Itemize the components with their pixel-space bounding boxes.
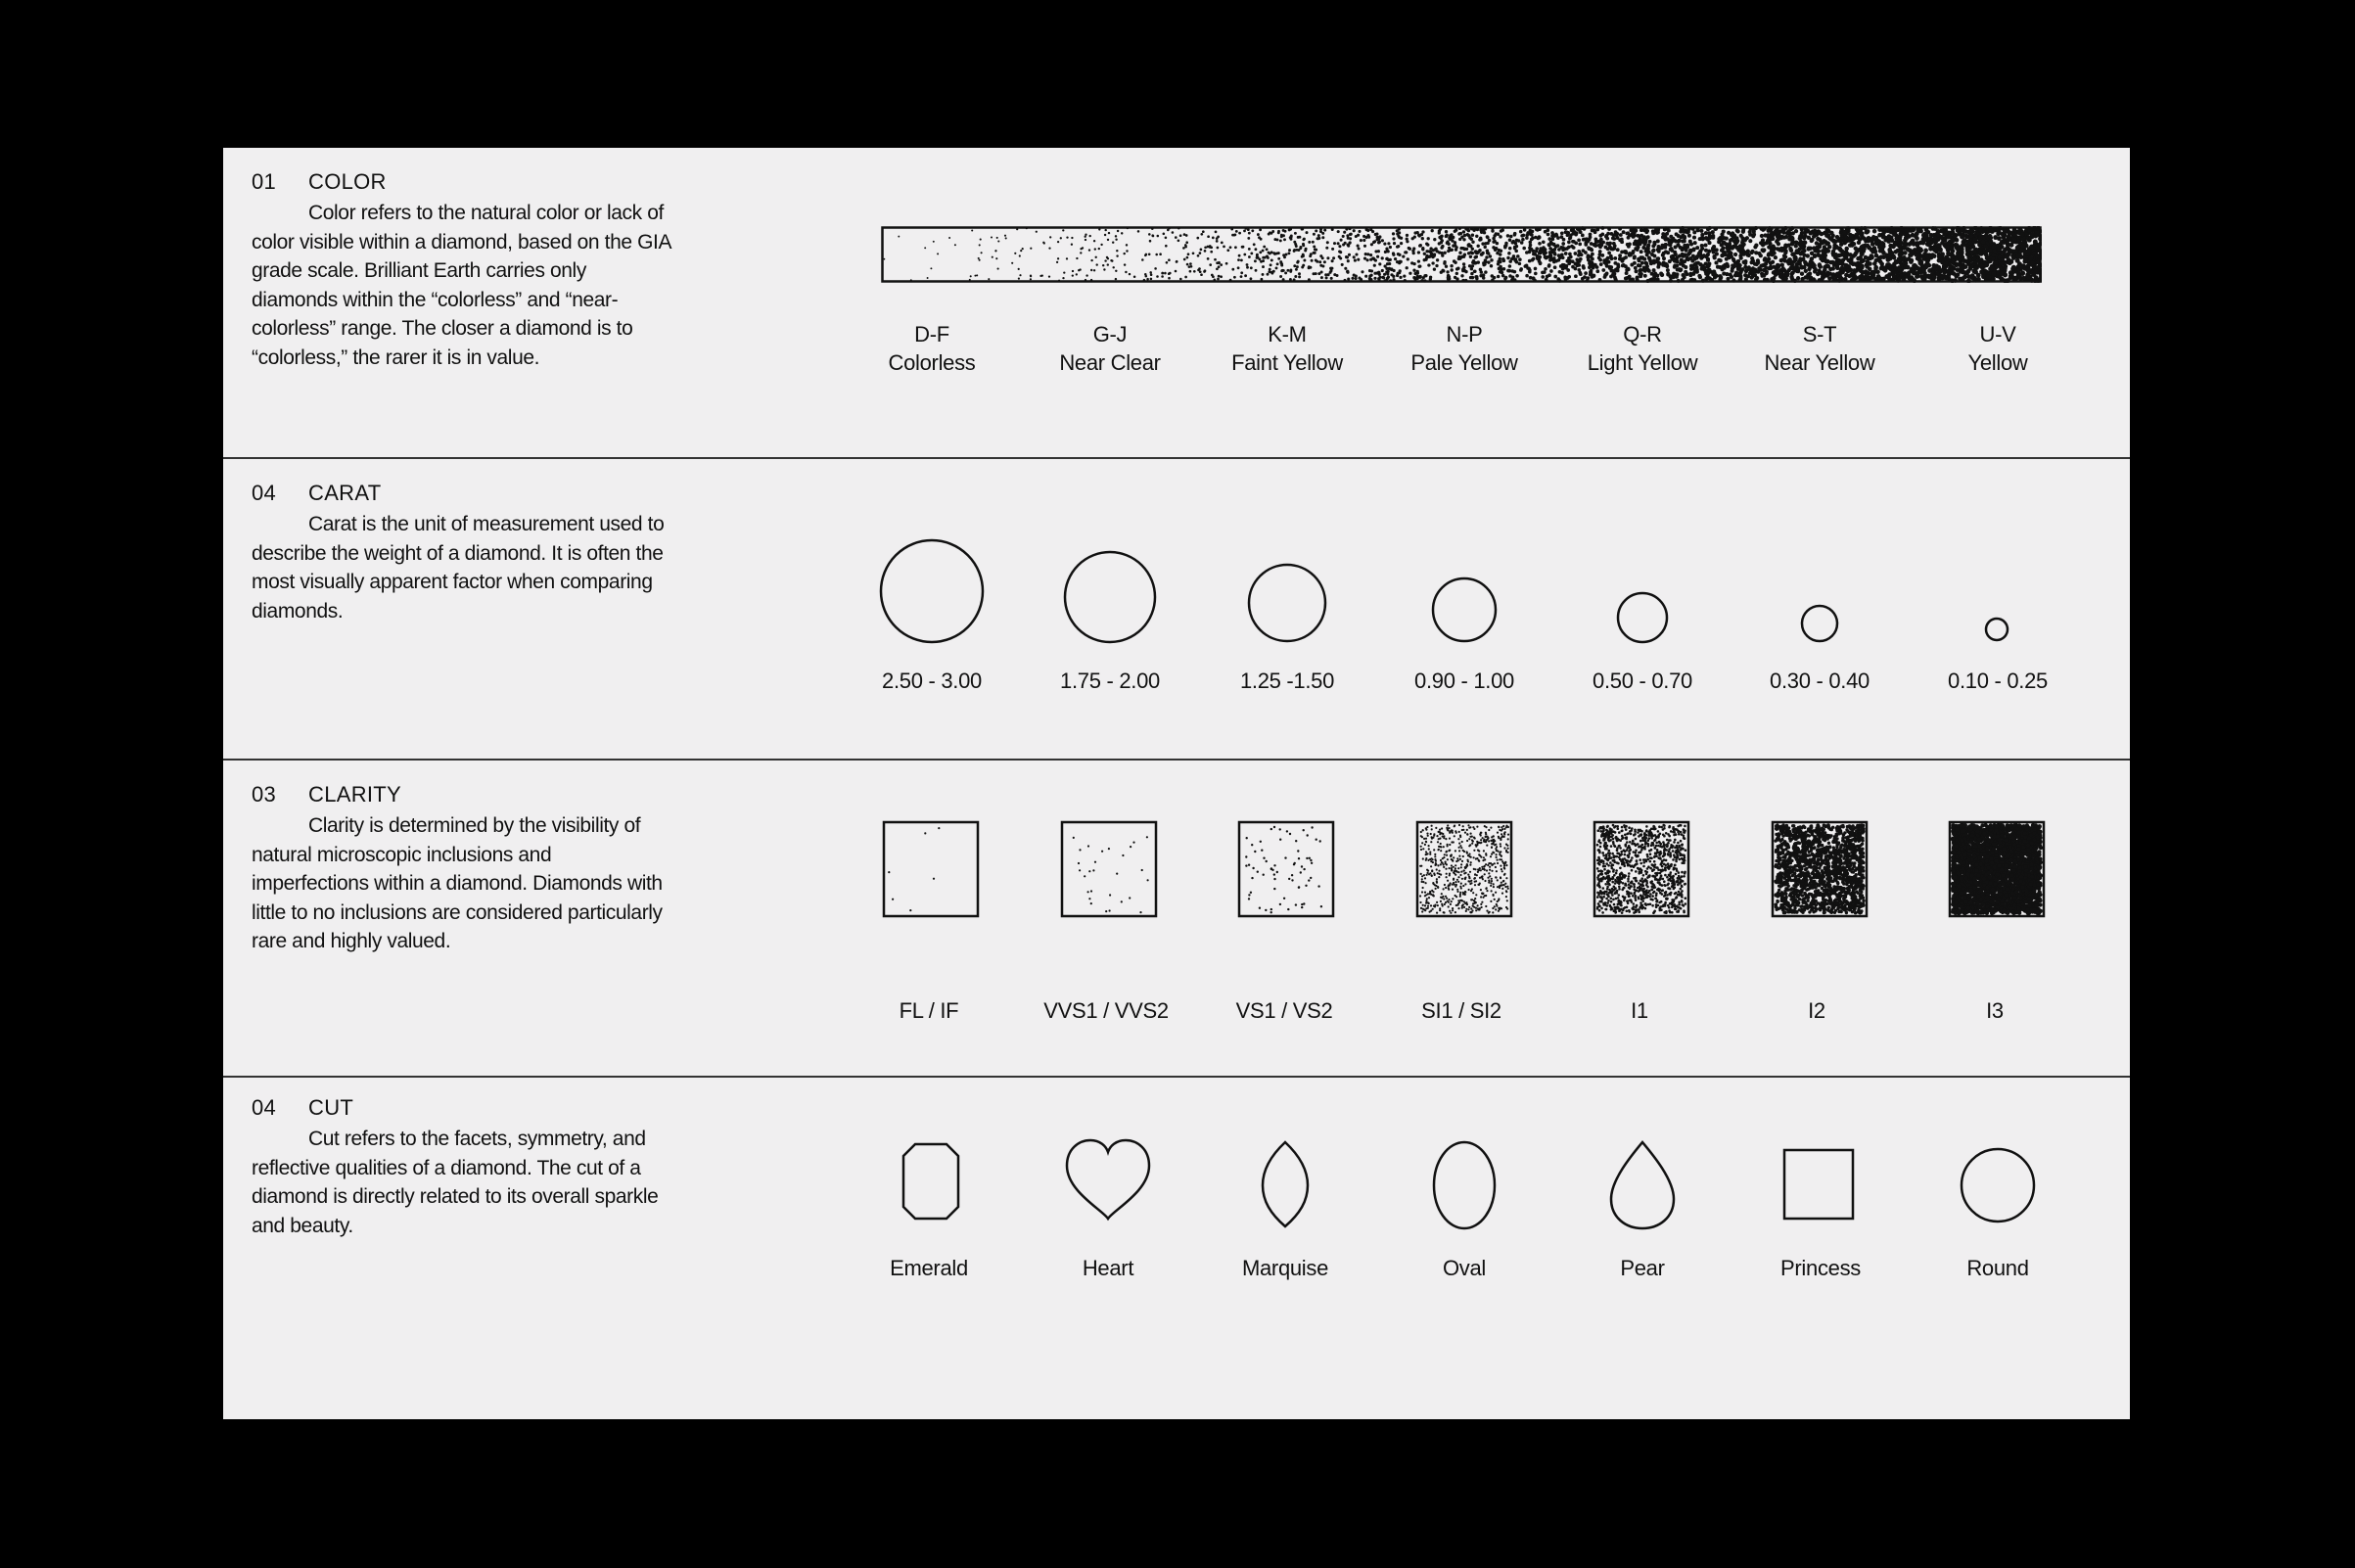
pear-shape-icon: [1611, 1142, 1674, 1228]
cut-shape-name: Emerald: [890, 1256, 968, 1280]
clarity-label: I1: [1631, 998, 1648, 1023]
cut-shape-name: Oval: [1442, 1256, 1487, 1280]
clarity-swatch-icon: [1773, 822, 1867, 916]
grade-code: S-T: [1802, 322, 1837, 346]
grade-name: Colorless: [888, 350, 976, 375]
carat-range: 1.75 - 2.00: [1060, 669, 1160, 693]
carat-circle-icon: [1986, 619, 2008, 640]
marquise-shape-icon: [1263, 1142, 1308, 1226]
clarity-swatch-icon: [1950, 822, 2044, 916]
cut-shape-name: Princess: [1780, 1256, 1861, 1280]
diamond-4cs-chart: [223, 148, 2130, 1419]
carat-description: Carat is the unit of measurement used to describe the weight of a diamond. It is often the most visually apparent factor when comparing diamonds.: [252, 513, 665, 623]
clarity-label: VS1 / VS2: [1235, 998, 1333, 1023]
carat-circle-icon: [881, 540, 983, 642]
cut-description: Cut refers to the facets, symmetry, and reflective qualities of a diamond. The cut of a diamond is directly related to its overall sparkle and beauty.: [252, 1128, 659, 1237]
carat-range: 0.50 - 0.70: [1593, 669, 1692, 693]
clarity-label: SI1 / SI2: [1421, 998, 1501, 1023]
clarity-swatch-icon: [1594, 822, 1688, 916]
grade-code: Q-R: [1623, 322, 1662, 346]
cut-shape-name: Heart: [1082, 1256, 1134, 1280]
carat-range: 0.10 - 0.25: [1948, 669, 2048, 693]
color-description: Color refers to the natural color or lack of color visible within a diamond, based on the GIA grade scale. Brilliant Earth carries only diamonds within the “colorless” and “near-colorless” range. The closer a diamond is to “colorless,” the rarer it is in value.: [252, 202, 670, 369]
cut-shape: [1554, 1254, 1731, 1282]
clarity-grade: [1729, 996, 1905, 1025]
cut-shape: [1732, 1254, 1909, 1282]
color-grade: [1376, 320, 1552, 377]
clarity-label: I3: [1986, 998, 2004, 1023]
clarity-label: VVS1 / VVS2: [1043, 998, 1169, 1023]
stipple-texture: [884, 226, 2043, 283]
princess-shape-icon: [1784, 1150, 1853, 1219]
color-grade: [1199, 320, 1375, 377]
carat-size: [1732, 667, 1908, 695]
clarity-section: [223, 761, 2130, 1076]
carat-circle-icon: [1618, 593, 1667, 642]
clarity-swatch-icon: [1417, 822, 1511, 916]
cut-shape-name: Round: [1966, 1256, 2029, 1280]
carat-range: 0.90 - 1.00: [1414, 669, 1514, 693]
grade-name: Pale Yellow: [1410, 350, 1518, 375]
cut-shape: [1020, 1254, 1196, 1282]
color-gradient-bar: [881, 226, 2042, 283]
grade-code: G-J: [1092, 322, 1128, 346]
clarity-grade: [1551, 996, 1728, 1025]
grade-code: D-F: [914, 322, 949, 346]
round-shape-icon: [1962, 1149, 2034, 1222]
grade-name: Near Clear: [1059, 350, 1161, 375]
carat-circle-icon: [1065, 552, 1155, 642]
cut-shape: [1910, 1254, 2086, 1282]
color-section: [223, 148, 2130, 457]
clarity-grade: [1373, 996, 1549, 1025]
color-grade: [844, 320, 1020, 377]
clarity-grade: [841, 996, 1017, 1025]
section-title: COLOR: [308, 169, 387, 194]
clarity-swatches: [223, 761, 2130, 1076]
carat-size: [1376, 667, 1552, 695]
clarity-grade: [1018, 996, 1194, 1025]
carat-section: [223, 459, 2130, 759]
color-grade: [1554, 320, 1731, 377]
clarity-swatch-icon: [884, 822, 978, 916]
clarity-grade: [1196, 996, 1372, 1025]
section-number: 04: [252, 481, 277, 505]
carat-size: [1554, 667, 1731, 695]
cut-shape-name: Pear: [1620, 1256, 1665, 1280]
carat-range: 1.25 -1.50: [1239, 669, 1335, 693]
carat-circles: [223, 459, 2130, 759]
cut-shape: [841, 1254, 1017, 1282]
grade-code: K-M: [1268, 322, 1307, 346]
clarity-swatch-icon: [1239, 822, 1333, 916]
clarity-label: FL / IF: [899, 998, 959, 1023]
section-number: 03: [252, 782, 277, 807]
carat-size: [1199, 667, 1375, 695]
carat-size: [844, 667, 1020, 695]
grade-name: Yellow: [1967, 350, 2028, 375]
cut-section: [223, 1078, 2130, 1419]
color-grade: [1022, 320, 1198, 377]
oval-shape-icon: [1434, 1142, 1495, 1228]
color-grade: [1732, 320, 1908, 377]
carat-circle-icon: [1249, 565, 1325, 641]
cut-shape: [1197, 1254, 1373, 1282]
color-grade: [1910, 320, 2086, 377]
carat-size: [1910, 667, 2086, 695]
section-number: 01: [252, 169, 277, 194]
heart-shape-icon: [1067, 1140, 1149, 1219]
carat-circle-icon: [1433, 578, 1496, 641]
carat-range: 0.30 - 0.40: [1770, 669, 1870, 693]
emerald-shape-icon: [903, 1144, 958, 1219]
cut-shape: [1376, 1254, 1552, 1282]
clarity-swatch-icon: [1062, 822, 1156, 916]
grade-code: N-P: [1446, 322, 1483, 346]
carat-range: 2.50 - 3.00: [882, 669, 982, 693]
section-title: CUT: [308, 1095, 354, 1120]
grade-name: Light Yellow: [1587, 350, 1698, 375]
cut-shape-name: Marquise: [1241, 1256, 1329, 1280]
section-number: 04: [252, 1095, 277, 1120]
section-title: CARAT: [308, 481, 382, 505]
carat-circle-icon: [1802, 606, 1837, 641]
color-heading: [252, 169, 387, 195]
cut-shapes: [223, 1078, 2130, 1419]
clarity-label: I2: [1808, 998, 1825, 1023]
carat-size: [1022, 667, 1198, 695]
clarity-description: Clarity is determined by the visibility of natural microscopic inclusions and imperfections within a diamond. Diamonds with little to no inclusions are considered particularly rare and highly valued.: [252, 814, 663, 952]
clarity-grade: [1907, 996, 2083, 1025]
grade-name: Faint Yellow: [1231, 350, 1343, 375]
grade-name: Near Yellow: [1764, 350, 1875, 375]
section-title: CLARITY: [308, 782, 402, 807]
grade-code: U-V: [1979, 322, 2016, 346]
